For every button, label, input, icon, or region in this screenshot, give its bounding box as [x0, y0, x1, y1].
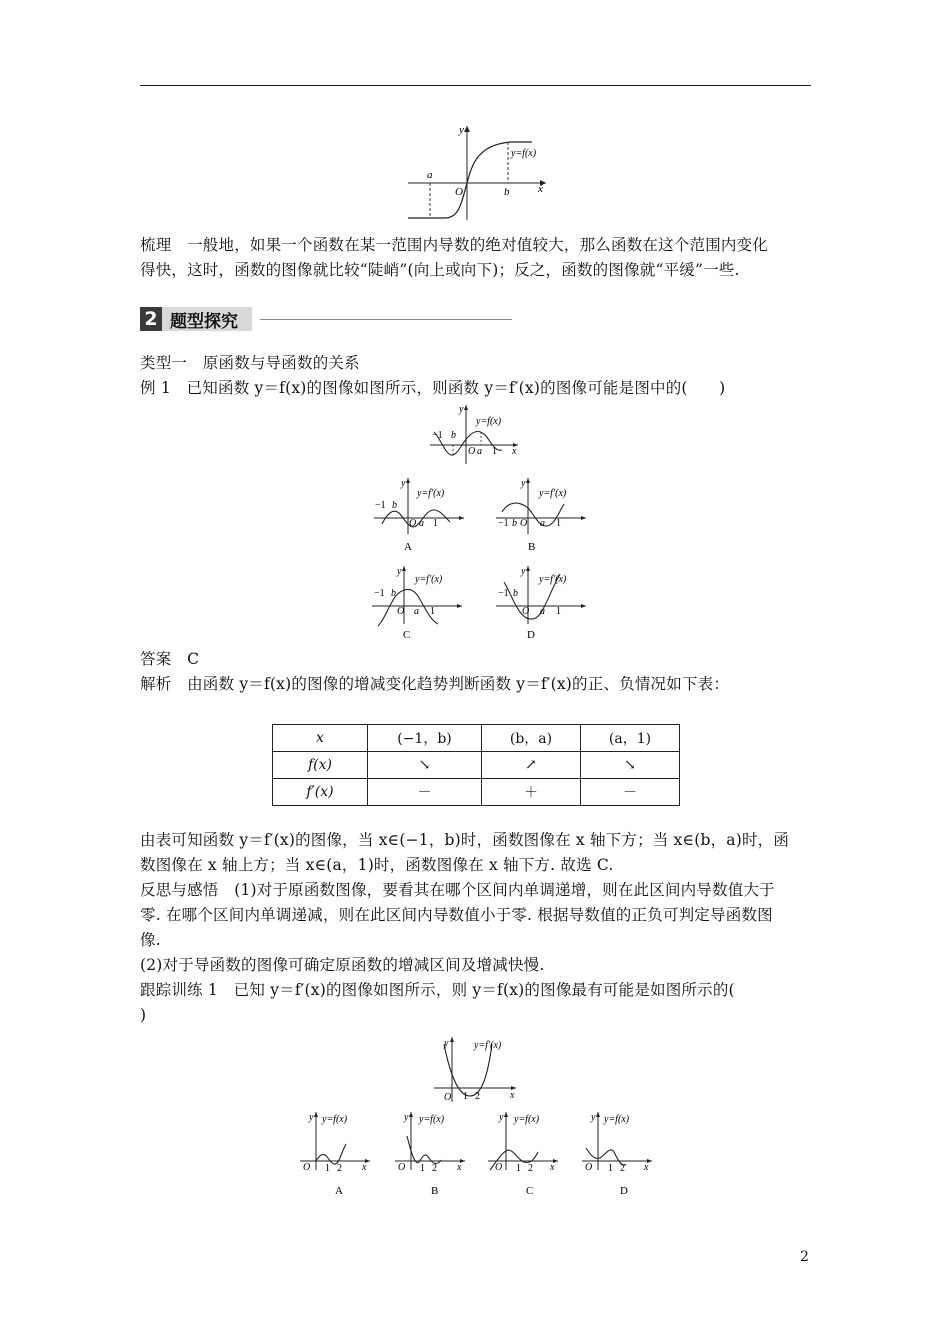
answer-label: 答案	[140, 650, 172, 668]
svg-text:b: b	[512, 518, 517, 529]
example1-option-b	[494, 474, 594, 556]
practice-option-d	[580, 1108, 660, 1200]
example1-main-figure	[426, 402, 526, 466]
practice-option-d-label: D	[620, 1185, 628, 1197]
section-rule	[260, 319, 512, 320]
svg-text:−1: −1	[498, 588, 509, 599]
svg-text:x: x	[644, 1162, 649, 1173]
svg-text:1: 1	[516, 1163, 521, 1174]
summary-line1: 梳理 一般地，如果一个函数在某一范围内导数的绝对值较大，那么函数在这个范围内变化	[140, 236, 769, 254]
svg-text:y: y	[459, 404, 464, 415]
svg-text:1: 1	[608, 1163, 613, 1174]
svg-text:y: y	[521, 566, 526, 577]
svg-text:a: a	[540, 606, 545, 617]
top-figure-curve-label: y=f(x)	[511, 148, 537, 159]
svg-text:O: O	[398, 1162, 406, 1173]
example1-text: 例 1 已知函数 y＝f(x)的图像如图所示，则函数 y＝f′(x)的图像可能是图中的( )	[140, 379, 726, 397]
analysis-label: 解析	[140, 675, 172, 693]
answer-value: C	[187, 650, 200, 668]
top-figure-origin: O	[455, 186, 463, 198]
svg-text:O: O	[468, 446, 476, 457]
svg-text:y: y	[444, 1038, 449, 1049]
example1-option-d	[494, 562, 594, 644]
svg-text:a: a	[540, 518, 545, 529]
svg-text:x: x	[457, 1162, 462, 1173]
table-row: x (−1，b) (b，a) (a，1)	[273, 725, 680, 752]
practice-option-c-label: C	[526, 1185, 534, 1197]
example1-option-c	[370, 562, 470, 644]
svg-text:y: y	[401, 478, 406, 489]
conclusion-line2: 数图像在 x 轴上方；当 x∈(a，1)时，函数图像在 x 轴下方. 故选 C.	[140, 856, 614, 874]
svg-text:y=f(x): y=f(x)	[514, 1114, 540, 1125]
svg-text:2: 2	[620, 1163, 625, 1174]
reflection-line2: 零. 在哪个区间内单调递减，则在此区间内导数值小于零. 根据导数值的正负可判定导函数图	[140, 906, 773, 924]
sign-table	[272, 724, 680, 806]
table-row: f′(x) － ＋ －	[273, 779, 680, 806]
svg-text:y=f′(x): y=f′(x)	[539, 574, 567, 585]
svg-text:a: a	[477, 446, 482, 457]
svg-text:b: b	[392, 500, 397, 511]
table-row: f(x) ↘ ↗ ↘	[273, 752, 680, 779]
top-figure-b: b	[504, 186, 510, 198]
svg-text:O: O	[397, 606, 405, 617]
svg-text:x: x	[512, 446, 517, 457]
svg-text:−1: −1	[498, 518, 509, 529]
svg-text:1: 1	[463, 1091, 468, 1102]
header-rule	[140, 85, 811, 86]
svg-text:O: O	[520, 518, 528, 529]
svg-text:y=f(x): y=f(x)	[419, 1114, 445, 1125]
svg-text:1: 1	[420, 1163, 425, 1174]
section-title: 题型探究	[162, 307, 252, 331]
practice-option-b	[393, 1108, 473, 1200]
practice-option-a-label: A	[335, 1185, 343, 1197]
svg-text:y=f′(x): y=f′(x)	[415, 574, 443, 585]
svg-text:1: 1	[492, 446, 497, 457]
summary-label: 梳理	[140, 236, 172, 254]
section-number: 2	[140, 307, 162, 331]
svg-text:−1: −1	[375, 500, 386, 511]
type1-title: 类型一 原函数与导函数的关系	[140, 354, 360, 372]
svg-text:O: O	[585, 1162, 593, 1173]
svg-text:y: y	[499, 1112, 504, 1123]
svg-text:y: y	[309, 1112, 314, 1123]
reflection-line3: 像.	[140, 931, 161, 949]
svg-text:O: O	[409, 518, 417, 529]
svg-text:y: y	[397, 566, 402, 577]
svg-text:−1: −1	[374, 588, 385, 599]
option-b-label: B	[528, 541, 536, 553]
svg-text:b: b	[451, 430, 456, 441]
practice-option-c	[486, 1108, 566, 1200]
svg-text:y=f(x): y=f(x)	[322, 1114, 348, 1125]
page-number: 2	[800, 1249, 809, 1265]
svg-text:O: O	[303, 1162, 311, 1173]
svg-text:1: 1	[325, 1163, 330, 1174]
svg-text:−1: −1	[432, 430, 443, 441]
svg-text:y=f′(x): y=f′(x)	[474, 1040, 502, 1051]
option-d-label: D	[527, 629, 535, 641]
svg-text:2: 2	[337, 1163, 342, 1174]
answer-line	[140, 647, 812, 672]
top-figure-y-label: y	[459, 124, 464, 136]
svg-text:b: b	[513, 588, 518, 599]
option-a-label: A	[404, 541, 412, 553]
practice-option-a	[298, 1108, 378, 1200]
practice-option-b-label: B	[431, 1185, 439, 1197]
example1-option-a	[372, 474, 472, 556]
option-c-label: C	[403, 629, 411, 641]
svg-text:2: 2	[528, 1163, 533, 1174]
svg-text:y=f(x): y=f(x)	[476, 416, 502, 427]
reflection-line1: 反思与感悟 (1)对于原函数图像，要看其在哪个区间内单调递增，则在此区间内导数值大于	[140, 881, 775, 899]
svg-text:1: 1	[556, 606, 561, 617]
analysis-line: 解析 由函数 y＝f(x)的图像的增减变化趋势判断函数 y＝f′(x)的正、负情况如下表：	[140, 675, 730, 693]
svg-text:x: x	[510, 1090, 515, 1101]
svg-text:1: 1	[433, 518, 438, 529]
svg-text:2: 2	[475, 1091, 480, 1102]
svg-text:y=f′(x): y=f′(x)	[539, 488, 567, 499]
svg-text:y=f′(x): y=f′(x)	[417, 488, 445, 499]
svg-text:1: 1	[430, 606, 435, 617]
svg-text:x: x	[362, 1162, 367, 1173]
svg-text:2: 2	[432, 1163, 437, 1174]
practice1-line1: 跟踪训练 1 已知 y＝f′(x)的图像如图所示，则 y＝f(x)的图像最有可能是如图所示的(	[140, 981, 735, 999]
svg-text:y: y	[591, 1112, 596, 1123]
practice-main-figure	[430, 1034, 520, 1104]
svg-text:y: y	[404, 1112, 409, 1123]
svg-text:O: O	[495, 1162, 503, 1173]
top-figure-x-label: x	[538, 183, 543, 195]
svg-text:a: a	[414, 606, 419, 617]
top-figure	[400, 120, 560, 225]
reflection-line4: (2)对于导函数的图像可确定原函数的增减区间及增减快慢.	[140, 956, 545, 974]
svg-text:O: O	[444, 1092, 452, 1103]
section-header	[140, 307, 512, 331]
svg-text:a: a	[419, 518, 424, 529]
svg-text:b: b	[391, 588, 396, 599]
svg-text:O: O	[522, 606, 530, 617]
svg-text:1: 1	[556, 518, 561, 529]
svg-text:y: y	[521, 478, 526, 489]
svg-text:x: x	[550, 1162, 555, 1173]
summary-line2: 得快，这时，函数的图像就比较“陡峭”(向上或向下)；反之，函数的图像就“平缓”一些.	[140, 261, 740, 279]
conclusion-line1: 由表可知函数 y＝f′(x)的图像，当 x∈(−1，b)时，函数图像在 x 轴下方；当 x∈(b，a)时，函	[140, 831, 790, 849]
svg-text:y=f(x): y=f(x)	[604, 1114, 630, 1125]
top-figure-a: a	[427, 169, 433, 181]
practice1-line2: )	[140, 1006, 147, 1024]
